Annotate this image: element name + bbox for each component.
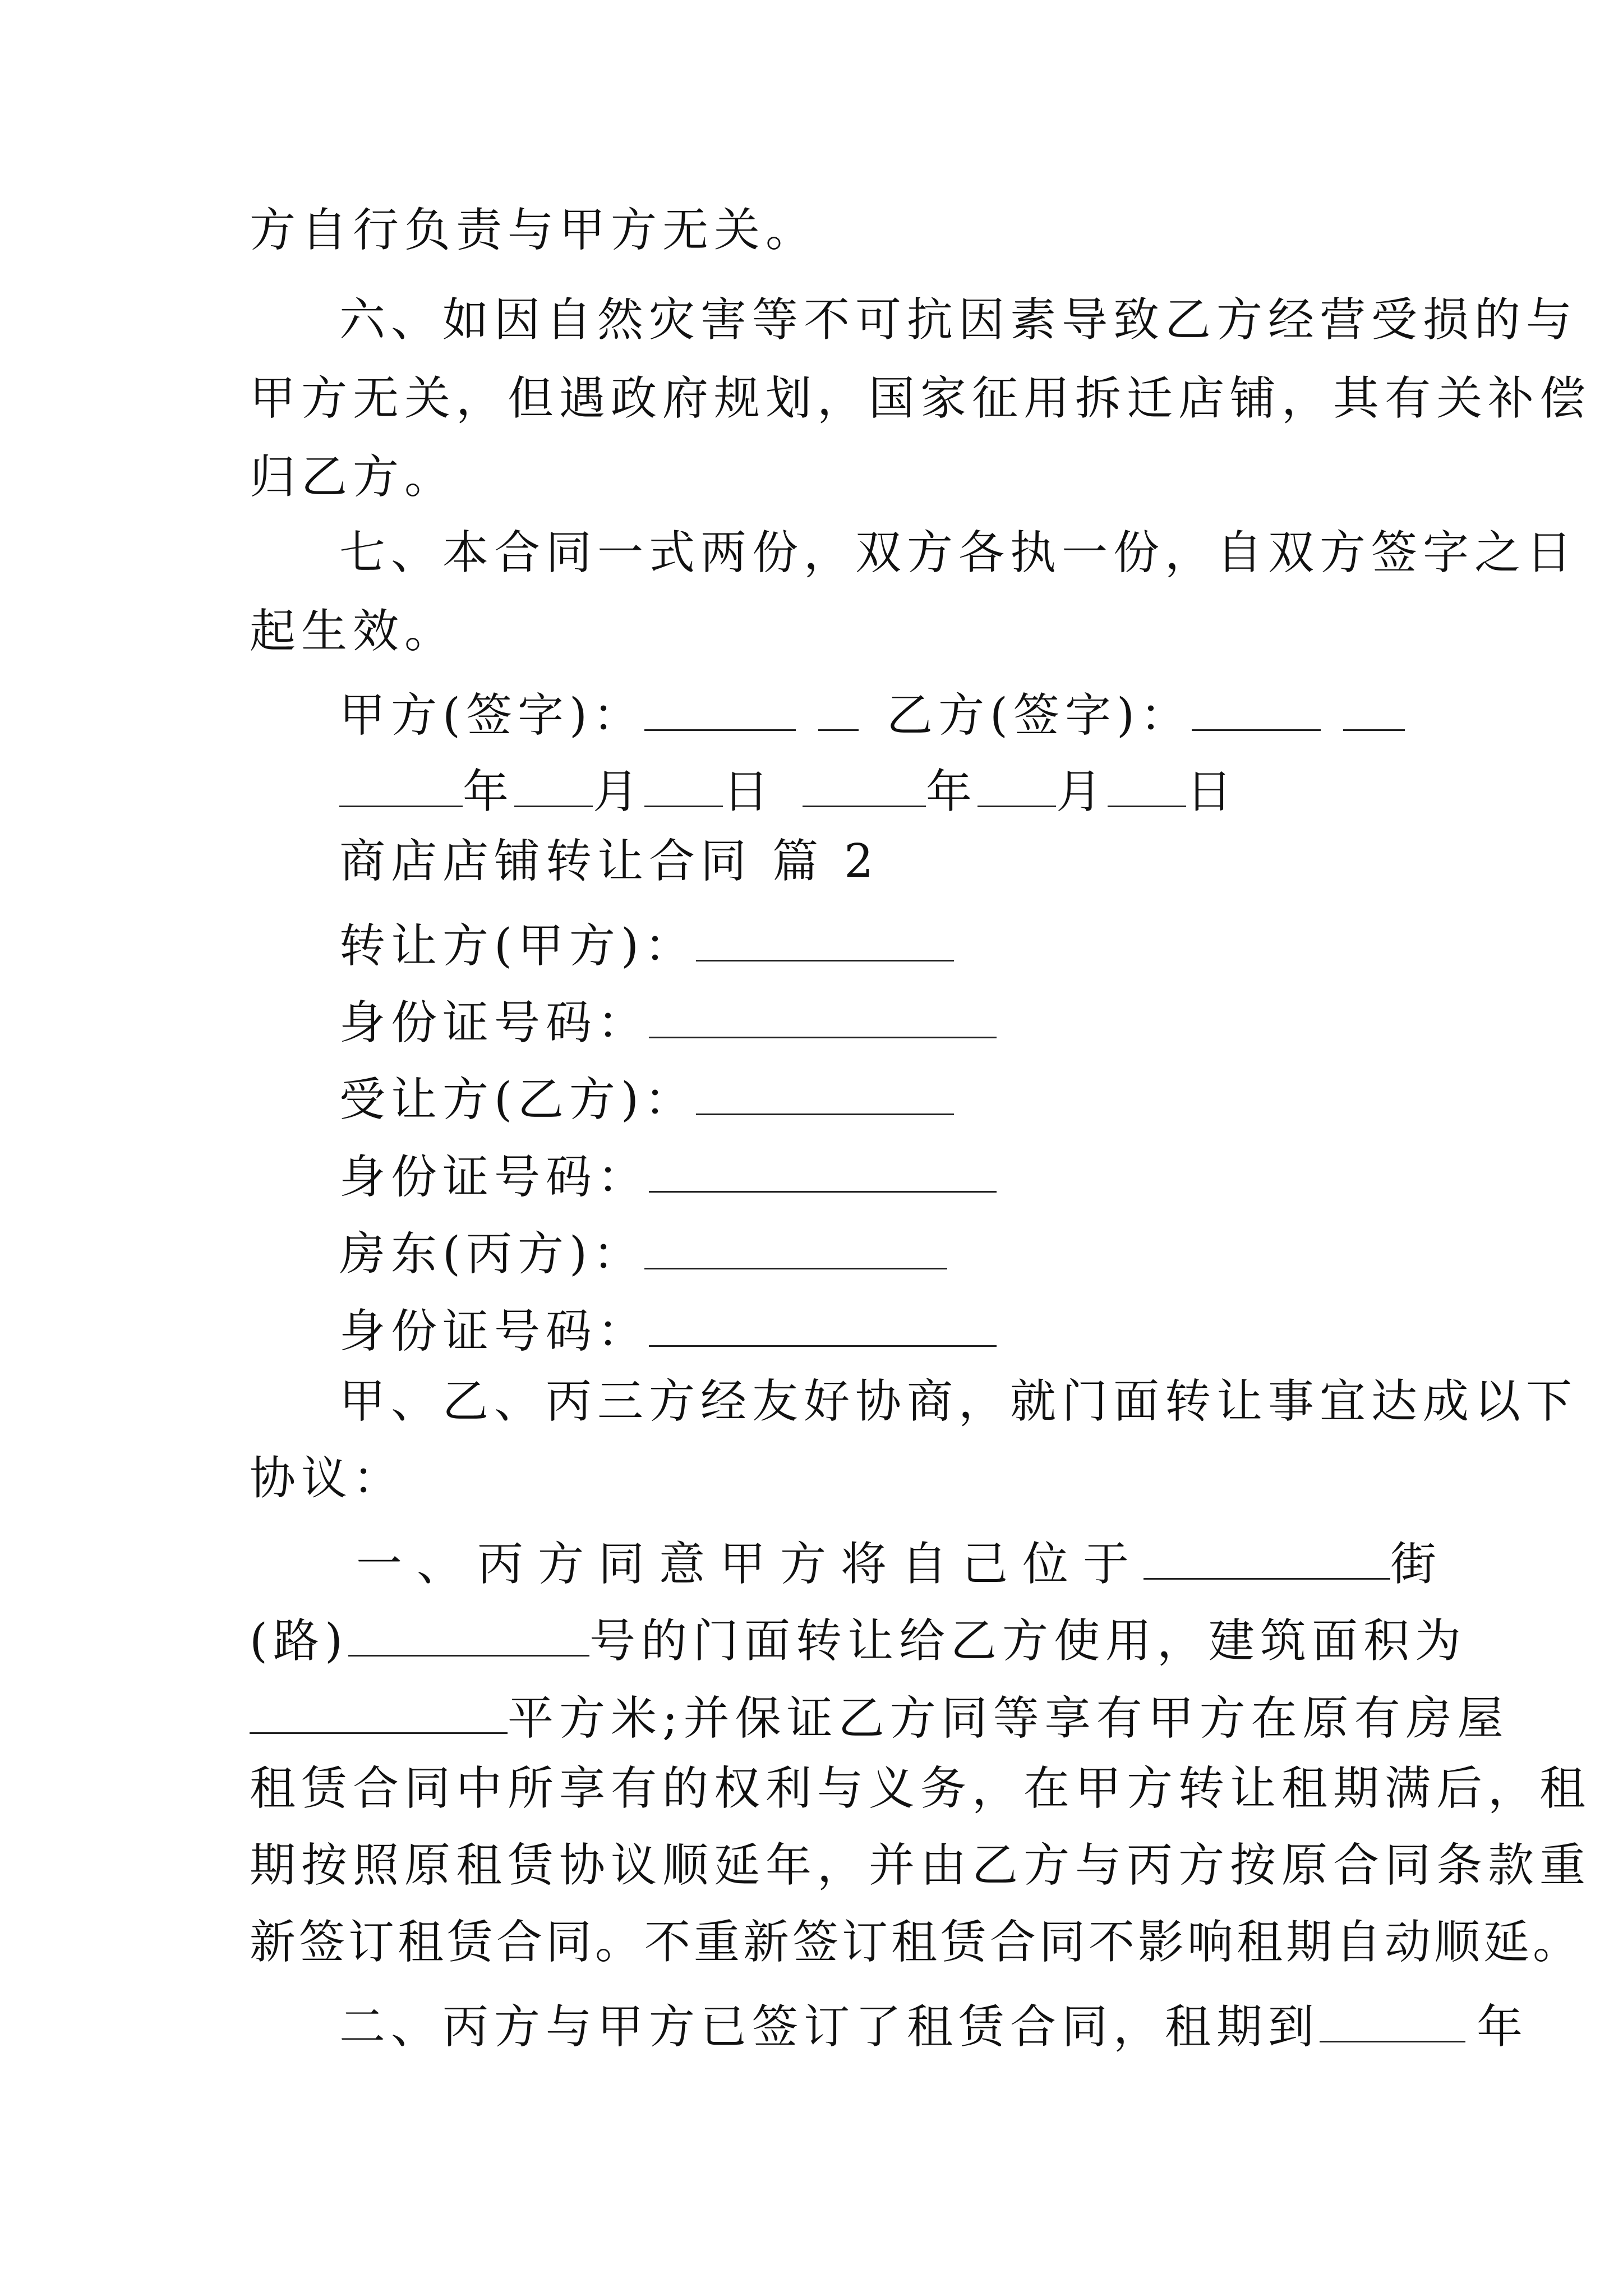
month-label: 月 <box>1056 765 1108 818</box>
party-a-signature-blank-2[interactable] <box>818 685 859 731</box>
day-blank-a[interactable] <box>644 762 723 807</box>
lease-end-year-blank[interactable] <box>1320 1997 1465 2042</box>
month-label: 月 <box>593 765 645 818</box>
number-blank[interactable] <box>348 1611 589 1657</box>
transferor-blank[interactable] <box>696 916 954 961</box>
id-number-field <box>339 1301 997 1358</box>
day-blank-b[interactable] <box>1108 762 1186 807</box>
id-number-label: 身份证号码： <box>339 1150 649 1204</box>
day-label: 日 <box>1186 765 1238 818</box>
transferee-field <box>339 1070 954 1126</box>
clause-1-line-6: 新签订租赁合同。不重新签订租赁合同不影响租期自动顺延。 <box>250 1916 1583 1969</box>
clause-1-line-1 <box>356 1534 1451 1591</box>
clause-1-text: 一、丙方同意甲方将自己位于 <box>356 1537 1144 1591</box>
clause-6-line-1: 六、如因自然灾害等不可抗因素导致乙方经营受损的与 <box>339 293 1578 347</box>
year-label: 年 <box>463 765 515 818</box>
id-number-field <box>339 993 997 1050</box>
signature-row <box>339 685 1405 742</box>
party-b-signature-blank[interactable] <box>1192 685 1321 731</box>
party-b-signature-blank-2[interactable] <box>1343 685 1405 731</box>
clause-7-line-1: 七、本合同一式两份，双方各执一份，自双方签字之日 <box>339 526 1578 579</box>
transferee-blank[interactable] <box>696 1070 954 1115</box>
year-label: 年 <box>926 765 978 818</box>
text-line: 方自行负责与甲方无关。 <box>250 204 818 257</box>
month-blank-a[interactable] <box>514 762 593 807</box>
landlord-label: 房东(丙方)： <box>339 1227 644 1281</box>
clause-1-text: 平方米;并保证乙方同等享有甲方在原有房屋 <box>508 1691 1509 1745</box>
id-number-blank[interactable] <box>649 993 997 1038</box>
party-a-signature-label: 甲方(签字)： <box>339 688 644 742</box>
transferor-field <box>339 916 954 973</box>
landlord-blank[interactable] <box>644 1224 947 1269</box>
intro-line-1: 甲、乙、丙三方经友好协商，就门面转让事宜达成以下 <box>339 1375 1578 1428</box>
id-number-field <box>339 1147 997 1204</box>
id-number-blank[interactable] <box>649 1147 997 1193</box>
clause-1-text: 号的门面转让给乙方使用，建筑面积为 <box>589 1614 1467 1668</box>
id-number-label: 身份证号码： <box>339 996 649 1050</box>
month-blank-b[interactable] <box>978 762 1056 807</box>
transferor-label: 转让方(甲方)： <box>339 919 696 973</box>
clause-1-line-5: 期按照原租赁协议顺延年，并由乙方与丙方按原合同条款重 <box>250 1839 1592 1892</box>
street-label: 街 <box>1390 1537 1451 1591</box>
clause-1-line-2 <box>250 1611 1467 1668</box>
clause-7-line-2: 起生效。 <box>250 605 457 658</box>
day-label: 日 <box>723 765 775 818</box>
year-label: 年 <box>1477 2000 1529 2054</box>
clause-6-line-3: 归乙方。 <box>250 450 457 504</box>
party-b-signature-label: 乙方(签字)： <box>886 688 1192 742</box>
landlord-field <box>339 1224 947 1281</box>
clause-1-line-4: 租赁合同中所享有的权利与义务，在甲方转让租期满后，租 <box>250 1762 1592 1815</box>
year-blank-b[interactable] <box>803 762 926 807</box>
clause-2-text: 二、丙方与甲方已签订了租赁合同，租期到 <box>339 2000 1320 2054</box>
road-label: (路) <box>250 1614 348 1668</box>
date-row <box>339 762 1238 818</box>
clause-2-line-1 <box>339 1997 1529 2054</box>
intro-line-2: 协议： <box>250 1452 405 1505</box>
street-blank[interactable] <box>1144 1534 1390 1580</box>
section-title: 商店店铺转让合同 篇 2 <box>339 835 879 888</box>
id-number-label: 身份证号码： <box>339 1304 649 1358</box>
area-blank[interactable] <box>250 1688 508 1734</box>
clause-6-line-2: 甲方无关，但遇政府规划，国家征用拆迁店铺，其有关补偿 <box>250 372 1592 425</box>
party-a-signature-blank[interactable] <box>644 685 796 731</box>
transferee-label: 受让方(乙方)： <box>339 1073 696 1126</box>
id-number-blank[interactable] <box>649 1301 997 1347</box>
clause-1-line-3 <box>250 1688 1509 1745</box>
year-blank-a[interactable] <box>339 762 463 807</box>
